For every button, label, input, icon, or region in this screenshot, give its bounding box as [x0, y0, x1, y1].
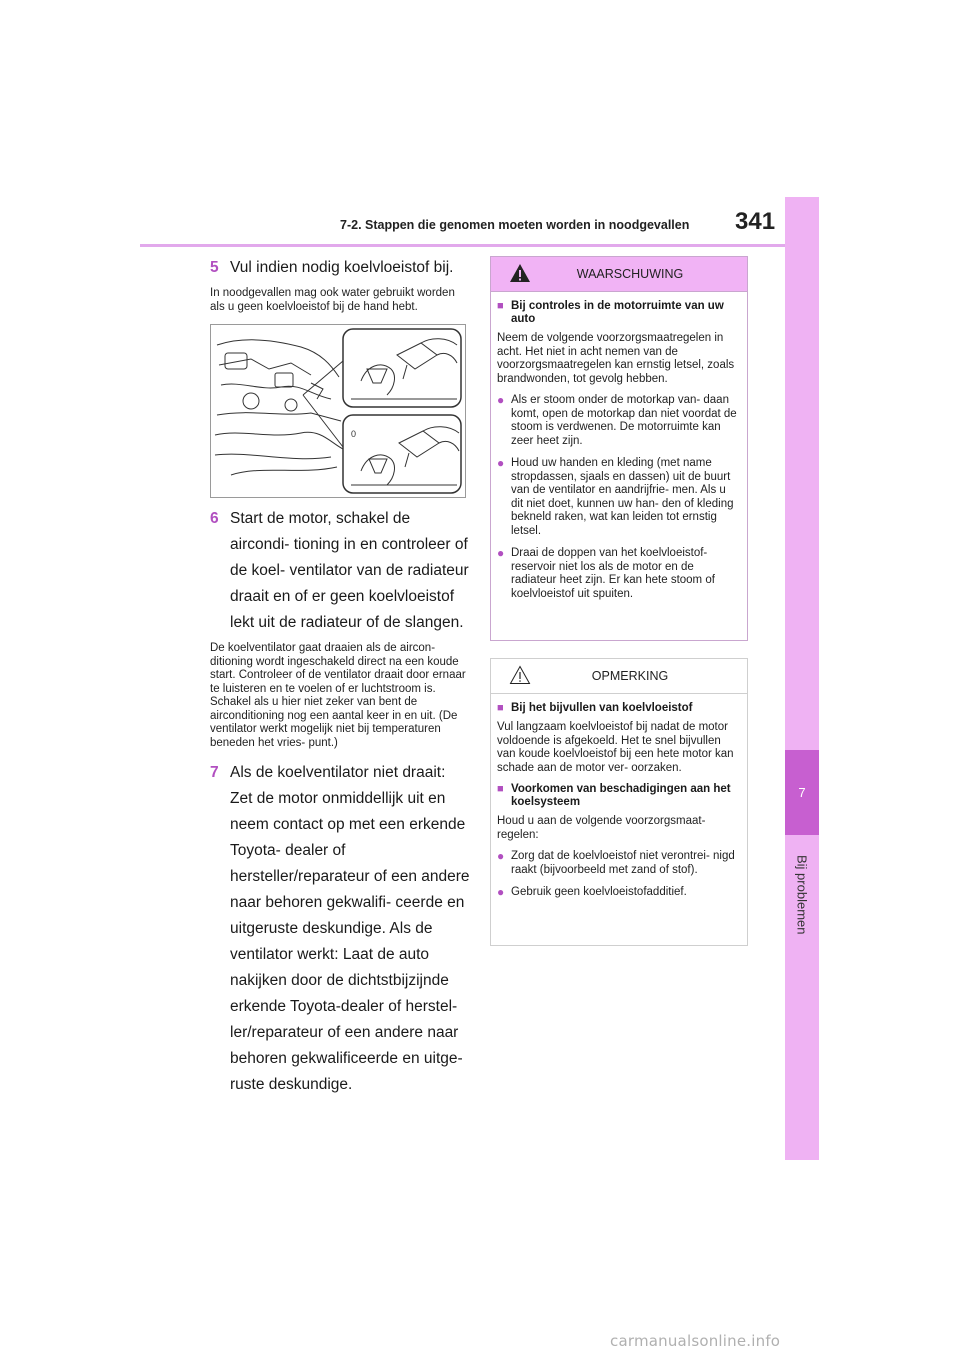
subheading-text: Bij controles in de motorruimte van uw auto [511, 300, 724, 325]
round-bullet-icon: ● [497, 885, 505, 899]
notice-title: OPMERKING [591, 669, 669, 683]
notice-bullet [497, 886, 741, 900]
warning-header [491, 257, 747, 292]
warning-bullet [497, 394, 741, 448]
bullet-text: Als er stoom onder de motorkap van- daan komt, open de motorkap dan niet voordat de stoom is verdwenen. De motorruimte kan zeer heet zijn. [511, 394, 737, 447]
warning-subheading [497, 300, 741, 326]
step-number: 7 [210, 764, 219, 781]
notice-bullet [497, 850, 741, 877]
round-bullet-icon: ● [497, 849, 505, 863]
main-column [210, 255, 472, 1104]
step-number: 5 [210, 259, 219, 276]
chapter-number: 7 [785, 750, 819, 835]
subheading-text: Voorkomen van beschadigingen aan het koelsysteem [511, 783, 731, 808]
engine-bay-drawing [211, 325, 465, 497]
step-7 [210, 760, 472, 1098]
warning-body [491, 292, 747, 601]
chapter-label: Bij problemen [794, 855, 810, 935]
step-text: Start de motor, schakel de aircondi- tioning in en controleer of de koel- ventilator van de radiateur draait en of er geen koelvloeistof lekt uit de radiateur of de slangen. [230, 510, 469, 631]
step-text: Vul indien nodig koelvloeistof bij. [230, 259, 454, 276]
notice-subheading [497, 783, 741, 809]
round-bullet-icon: ● [497, 546, 505, 560]
notice-paragraph: Houd u aan de volgende voorzorgsmaat- regelen: [497, 815, 706, 841]
warning-bullet [497, 547, 741, 601]
bullet-text: Gebruik geen koelvloeistofadditief. [511, 886, 687, 898]
svg-text:0: 0 [351, 429, 357, 439]
chapter-side-tab [785, 197, 819, 1160]
step-6-note: De koelventilator gaat draaien als de aircon- ditioning wordt ingeschakeld direct na een koude start. Controleer of de ventilator draait door ernaar te luisteren en te voelen of er luchtstroom is. Schakel als u hier niet zeker van bent de airconditioning nog een aantal keer in en uit. (De ventilator werkt mogelijk niet bij temperaturen beneden het vries- punt.) [210, 642, 466, 749]
square-bullet-icon: ■ [497, 300, 504, 312]
warning-triangle-icon [509, 263, 531, 283]
warning-intro: Neem de volgende voorzorgsmaatregelen in acht. Het niet in acht nemen van de voorzorgsmaatregelen kan ernstig letsel, zoals brandwonden, tot gevolg hebben. [497, 332, 735, 385]
subheading-text: Bij het bijvullen van koelvloeistof [511, 702, 693, 714]
notice-box [490, 658, 748, 946]
bullet-text: Zorg dat de koelvloeistof niet verontrei- nigd raakt (bijvoorbeeld met zand of stof). [511, 850, 735, 876]
notice-triangle-icon [509, 665, 531, 685]
bullet-text: Houd uw handen en kleding (met name stropdassen, sjaals en dassen) uit de buurt van de ventilator en aandrijfrie- men. Als u dit niet doet, kunnen uw han- den of kleding bekneld raken, wat kan leiden tot ernstig letsel. [511, 457, 734, 537]
chapter-label-wrapper [785, 847, 819, 1007]
step-number: 6 [210, 510, 219, 527]
notice-body [491, 694, 747, 900]
square-bullet-icon: ■ [497, 783, 504, 795]
warning-title: WAARSCHUWING [576, 267, 684, 281]
step-text: Als de koelventilator niet draait: Zet de motor onmiddellijk uit en neem contact op met een erkende Toyota- dealer of hersteller/reparateur of een andere naar behoren gekwalifi- ceerde en uitgeruste deskundige. Als de ventilator werkt: Laat de auto nakijken door de dichtstbijzijnde erkende Toyota-dealer of herstel- ler/reparateur of een andere naar behoren gekwalificeerde en uitge- ruste deskundige. [230, 764, 470, 1093]
coolant-refill-illustration [210, 324, 466, 498]
header-divider [140, 244, 785, 247]
step-5 [210, 255, 472, 281]
notice-header [491, 659, 747, 694]
round-bullet-icon: ● [497, 393, 505, 407]
bullet-text: Draai de doppen van het koelvloeistof- reservoir niet los als de motor en de radiateur heet zijn. Er kan hete stoom of koelvloeistof uit spuiten. [511, 547, 715, 600]
square-bullet-icon: ■ [497, 702, 504, 714]
watermark: carmanualsonline.info [610, 1332, 781, 1350]
notice-paragraph: Vul langzaam koelvloeistof bij nadat de motor voldoende is afgekoeld. Het te snel bijvullen van koude koelvloeistof bij een hete motor kan schade aan de motor ver- oorzaken. [497, 721, 734, 774]
step-5-note: In noodgevallen mag ook water gebruikt worden als u geen koelvloeistof bij de hand hebt. [210, 287, 455, 313]
warning-bullet [497, 457, 741, 538]
section-title: 7-2. Stappen die genomen moeten worden in noodgevallen [340, 218, 690, 232]
page-number: 341 [735, 208, 776, 235]
warning-box [490, 256, 748, 641]
notice-subheading [497, 702, 741, 715]
step-6 [210, 506, 472, 636]
round-bullet-icon: ● [497, 456, 505, 470]
